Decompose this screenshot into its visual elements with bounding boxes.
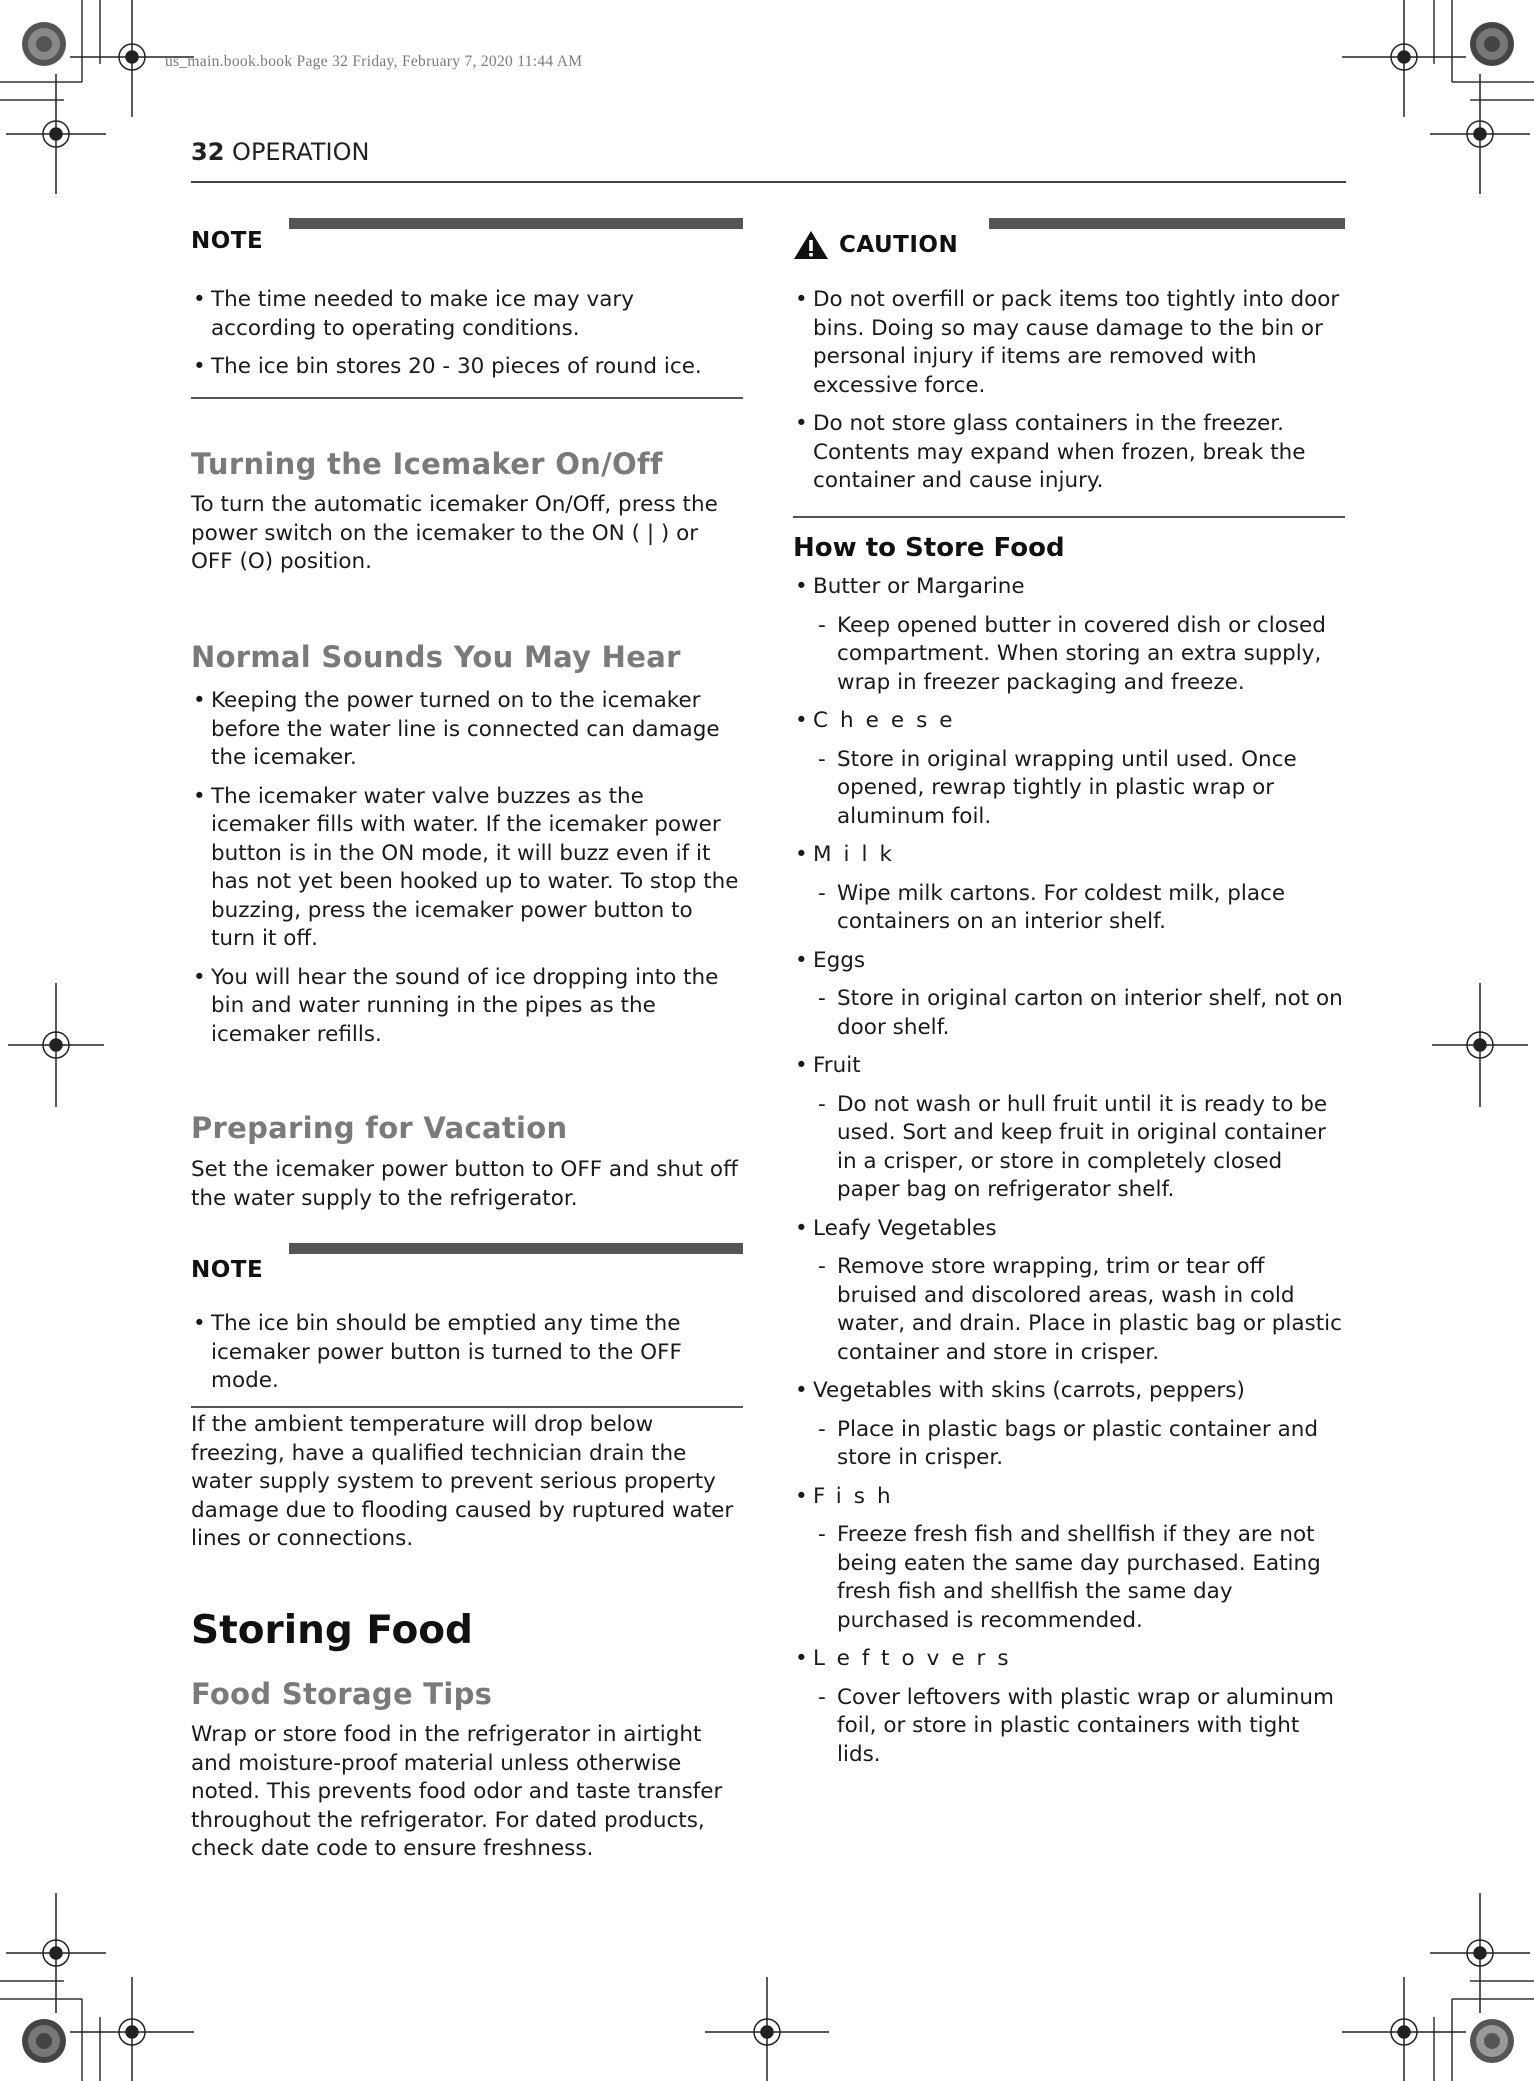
- food-item: [793, 707, 1345, 831]
- note-bar: [289, 218, 743, 229]
- section-body: Wrap or store food in the refrigerator in airtight and moisture-proof material unless otherwise noted. This prevents food odor and taste transfer throughout the refrigerator. For dated products, check date code to ensure freshness.: [191, 1722, 723, 1861]
- food-item: [793, 947, 1345, 1043]
- food-item: [793, 1377, 1345, 1473]
- food-name: Milk: [813, 842, 904, 867]
- section-body: If the ambient temperature will drop below freezing, have a qualified technician drain the water supply system to prevent serious property damage due to flooding caused by ruptured water lines or connections.: [191, 1412, 734, 1551]
- food-detail: - Store in original carton on interior shelf, not on door shelf.: [793, 985, 1345, 1042]
- food-detail: - Store in original wrapping until used. Once opened, rewrap tightly in plastic wrap or aluminum foil.: [793, 746, 1345, 832]
- warning-icon: [793, 230, 829, 260]
- page-number: 32: [191, 138, 225, 166]
- freezing-paragraph: [191, 1411, 743, 1554]
- header-rule: [191, 181, 1346, 183]
- note-bottom-rule: [191, 397, 743, 399]
- note-item: • The time needed to make ice may vary according to operating conditions.: [191, 286, 743, 343]
- section-body: Set the icemaker power button to OFF and shut off the water supply to the refrigerator.: [191, 1157, 738, 1211]
- section-heading: Normal Sounds You May Hear: [191, 640, 681, 674]
- note-label: NOTE: [191, 1257, 264, 1283]
- food-item: [793, 841, 1345, 937]
- caution-header: [793, 230, 958, 260]
- section-how-to-store: [793, 533, 1345, 1779]
- note-item: • The ice bin stores 20 - 30 pieces of round ice.: [191, 353, 743, 382]
- list-item: • You will hear the sound of ice dropping into the bin and water running in the pipes as the icemaker refills.: [191, 964, 743, 1050]
- food-detail: - Wipe milk cartons. For coldest milk, place containers on an interior shelf.: [793, 880, 1345, 937]
- food-item: [793, 1645, 1345, 1769]
- note-bar: [289, 1243, 743, 1254]
- section-vacation: [191, 1111, 743, 1213]
- food-name: Fruit: [813, 1053, 861, 1078]
- note-bottom-rule: [191, 1406, 743, 1408]
- food-name: Leftovers: [813, 1646, 1021, 1671]
- section-heading: Preparing for Vacation: [191, 1111, 568, 1145]
- food-name: Eggs: [813, 947, 866, 973]
- caution-item: • Do not overfill or pack items too tightly into door bins. Doing so may cause damage to the bin or personal injury if items are removed with excessive force.: [793, 286, 1345, 400]
- food-detail: - Place in plastic bags or plastic container and store in crisper.: [793, 1416, 1345, 1473]
- running-head: [191, 138, 369, 166]
- caution-bottom-rule: [793, 516, 1345, 518]
- food-detail: - Remove store wrapping, trim or tear off bruised and discolored areas, wash in cold water, and drain. Place in plastic bag or plastic container and store in crisper.: [793, 1253, 1345, 1367]
- caution-item: • Do not store glass containers in the freezer. Contents may expand when frozen, break the container and cause injury.: [793, 410, 1345, 496]
- print-header: us_main.book.book Page 32 Friday, February 7, 2020 11:44 AM: [165, 53, 583, 70]
- food-detail: - Keep opened butter in covered dish or closed compartment. When storing an extra supply, wrap in freezer packaging and freeze.: [793, 612, 1345, 698]
- note-item: • The ice bin should be emptied any time the icemaker power button is turned to the OFF mode.: [191, 1310, 743, 1396]
- food-detail: - Do not wash or hull fruit until it is ready to be used. Sort and keep fruit in original container in a crisper, or store in completely closed paper bag on refrigerator shelf.: [793, 1091, 1345, 1205]
- food-detail: - Freeze fresh fish and shellfish if they are not being eaten the same day purchased. Eating fresh fish and shellfish the same day purchased is recommended.: [793, 1521, 1345, 1635]
- section-heading: How to Store Food: [793, 533, 1065, 563]
- caution-box: [793, 218, 1345, 518]
- food-name: Butter or Margarine: [813, 574, 1025, 599]
- food-item: [793, 1483, 1345, 1636]
- section-body: To turn the automatic icemaker On/Off, press the power switch on the icemaker to the ON ( | ) or OFF (O) position.: [191, 492, 718, 574]
- section-normal-sounds: [191, 640, 743, 1059]
- main-heading: Storing Food: [191, 1608, 473, 1653]
- food-item: [793, 573, 1345, 697]
- section-title: OPERATION: [232, 138, 370, 166]
- subheading: Food Storage Tips: [191, 1677, 493, 1711]
- caution-bar: [989, 218, 1345, 229]
- note-box-2: [191, 1243, 743, 1408]
- food-name: Leafy Vegetables: [813, 1215, 997, 1241]
- food-item: [793, 1215, 1345, 1368]
- food-name: Fish: [813, 1483, 903, 1509]
- food-item: [793, 1052, 1345, 1205]
- note-label: NOTE: [191, 228, 264, 254]
- note-box-1: [191, 218, 743, 399]
- section-storing-food: [191, 1608, 743, 1864]
- section-icemaker-onoff: [191, 447, 743, 577]
- food-detail: - Cover leftovers with plastic wrap or aluminum foil, or store in plastic containers with tight lids.: [793, 1684, 1345, 1770]
- section-heading: Turning the Icemaker On/Off: [191, 447, 663, 481]
- list-item: • Keeping the power turned on to the icemaker before the water line is connected can damage the icemaker.: [191, 687, 743, 773]
- food-name: Vegetables with skins (carrots, peppers): [813, 1378, 1245, 1403]
- food-name: Cheese: [813, 708, 965, 733]
- caution-label: CAUTION: [839, 232, 959, 258]
- list-item: • The icemaker water valve buzzes as the icemaker fills with water. If the icemaker power button is in the ON mode, it will buzz even if it has not yet been hooked up to water. To stop the buzzing, press the icemaker power button to turn it off.: [191, 783, 743, 954]
